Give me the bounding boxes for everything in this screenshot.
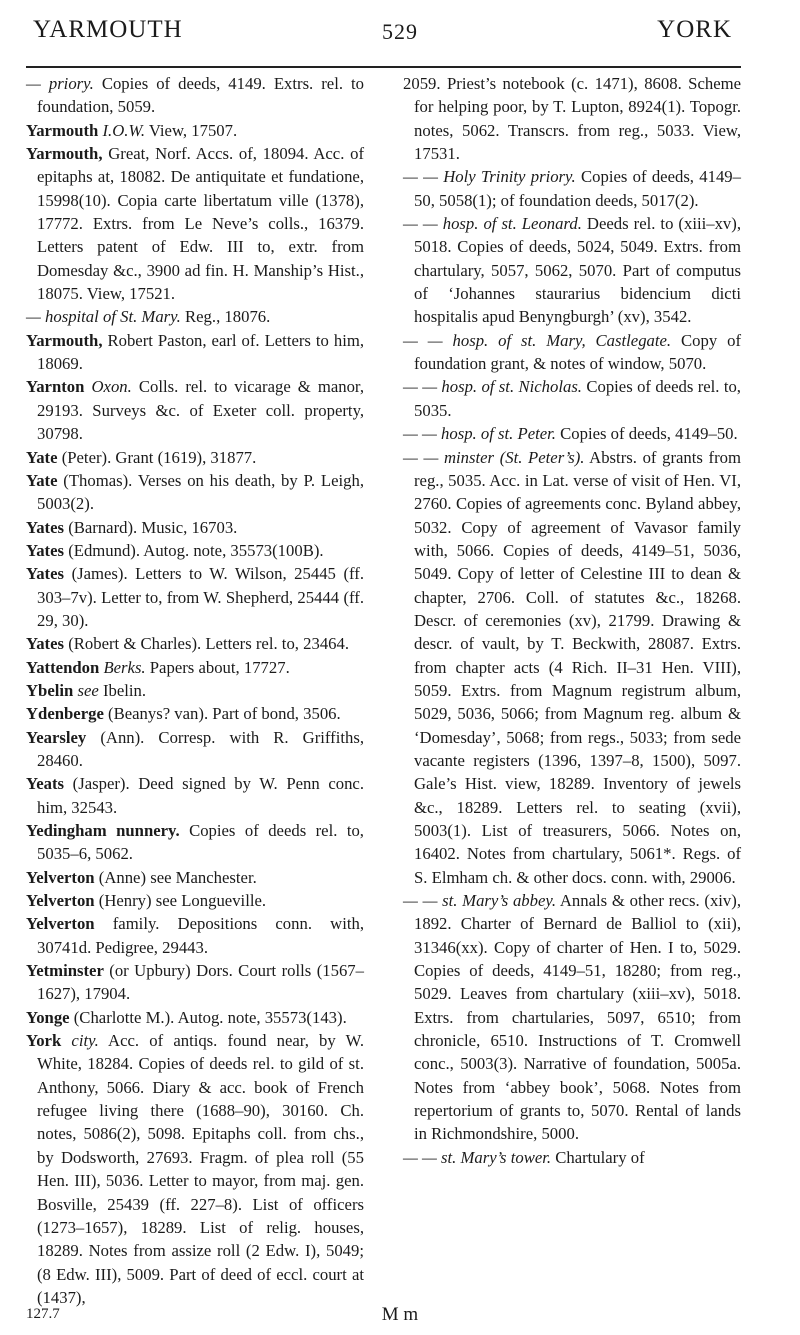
entry-subheading: — hospital of St. Mary. [26,307,181,327]
index-entry [26,819,364,866]
entry-text: Copies of deeds, 4149–50, 5058(1); of foundation deeds, 5017(2). [414,167,741,210]
entry-subheading: Berks. [99,657,146,677]
entry-text: 2059. Priest’s notebook (c. 1471), 8608. Scheme for helping poor, by T. Lupton, 8924(1). Topogr. notes, 5062. Transcrs. from reg., 5033. View, 17531. [403,74,741,164]
entry-subheading: — priory. [26,74,94,93]
signature-mark: M m [381,1304,419,1325]
index-entry [403,329,741,376]
entry-subheading: see [73,680,99,700]
entry-headword: Yarmouth [26,120,99,140]
entry-text: Annals & other recs. (xiv), 1892. Charter of Bernard de Balliol to (xii), 31346(xx). Copy of charter of Hen. I to, 5029. Copies of deeds, 4149–51, 18280; from reg., 5029. Leaves from chartulary (xiii–xv), 5018. Extrs. from chartularies, 5097, 6510; from chronicle, 6510. Instructions of T. Cromwell conc., 5003(3). Narrative of foundation, 5005a. Notes from ‘abbey book’, 5068. Notes from repertorium of grants to, 5070. Rental of lands in Richmondshire, 5000. [414,891,741,1144]
entry-headword: Yeats [26,774,65,794]
index-entry [26,772,364,819]
entry-headword: Yonge [26,1007,70,1027]
entry-subheading: — — st. Mary’s tower. [403,1147,552,1167]
entry-subheading: — — hosp. of st. Nicholas. [403,377,582,397]
index-entry [26,866,364,889]
index-entry [403,422,741,445]
header-rule [26,66,741,68]
entry-text: family. Depositions conn. with, 30741d. Pedigree, 29443. [37,914,364,957]
footer-code: 127.7 [26,1306,60,1322]
index-entry [26,562,364,632]
left-column [26,72,364,1309]
entry-text: Reg., 18076. [180,307,271,327]
entry-subheading: — — Holy Trinity priory. [403,167,576,187]
entry-text: Copies of deeds rel. to, 5035. [414,377,741,420]
page-footer [26,1304,774,1330]
entry-text: (Anne) see Manchester. [94,867,257,887]
index-entry [26,469,364,516]
entry-headword: York [26,1031,62,1051]
entry-headword: Yearsley [26,727,87,747]
entry-text: Copy of foundation grant, & notes of window, 5070. [414,330,742,374]
index-entry [26,1029,364,1309]
entry-headword: Yelverton [26,914,95,934]
index-entry [26,539,364,562]
index-entry [26,142,364,305]
index-entry [26,446,364,469]
index-entry [26,912,364,959]
entry-text: (Thomas). Verses on his death, by P. Leigh, 5003(2). [37,470,364,514]
entry-headword: Ydenberge [26,704,104,724]
entry-text: Copies of deeds rel. to, 5035–6, 5062. [37,821,364,864]
entry-text: Chartulary of [551,1147,645,1167]
entry-text: Copies of deeds, 4149–50. [555,424,738,444]
index-entry [403,212,741,329]
entry-text: View, 17507. [145,120,238,140]
entry-headword: Yattendon [26,657,100,677]
index-entry [26,632,364,655]
index-entry [26,656,364,679]
index-entry [26,1006,364,1029]
entry-headword: Yates [26,634,65,654]
index-entry [26,329,364,376]
entry-text: (James). Letters to W. Wilson, 25445 (ff. 303–7v). Letter to, from W. Shepherd, 25444 (ff. 29, 30). [37,564,364,630]
entry-headword: Yelverton [26,867,95,887]
index-entry [403,72,741,165]
entry-text: (Edmund). Autog. note, 35573(100B). [64,540,324,560]
entry-headword: Yetminster [26,961,104,981]
entry-subheading: — — minster (St. Peter’s). [403,447,585,467]
header-left-word: YARMOUTH [33,16,183,43]
entry-text: (Beanys? van). Part of bond, 3506. [103,704,341,724]
entry-subheading: — — hosp. of st. Mary, Castlegate. [403,330,672,350]
entry-headword: Yate [26,470,58,490]
entry-headword: Yates [26,517,65,537]
entry-headword: Yedingham nunnery. [26,821,180,840]
index-entry [26,959,364,1006]
entry-text: Abstrs. of grants from reg., 5035. Acc. in Lat. verse of visit of Hen. VI, 2760. Copies of agreements conc. Byland abbey, 5032. Copy of agreement of Vavasor family with, 5066. Copies of deeds, 4149–51, 5036, 5049. Copy of letter of Celestine III to dean & chapter, 2706. Coll. of statutes &c., 18268. Descr. of ceremonies (xv), 21799. Drawing & descr. of vault, by T. Beckwith, 28087. Extrs. from chapter acts (4 Rich. II–31 Hen. VIII), 5059. Extrs. from Magnum registrum album, 5029, 5036, 5066; from Magnum reg. album & ‘Domesday’, 5068; from regs., 5033; from sede vacante registers (1396, 1397–8, 1500), 5097. Gale’s Hist. view, 18289. Inventory of jewels &c., 18289. Letters rel. to seating (xvii), 5003(1). List of treasurers, 5066. Notes on, 16402. Notes from chartulary, 5061*. Regs. of S. Elmham ch. & other docs. conn. with, 29006. [414,447,741,887]
entry-text: Great, Norf. Accs. of, 18094. Acc. of epitaphs at, 18082. De antiquitate et fundatione, 15998(10). Copia carte libertatum ville (1378), 17772. Extrs. from Le Neve’s colls., 16379. Letters patent of Edw. III to, extr. from Domesday &c., 3900 ad fin. H. Manship’s Hist., 18075. View, 17521. [37,144,364,304]
entry-text: Papers about, 17727. [145,657,290,677]
entry-headword: Yate [26,447,58,467]
entry-headword: Yarmouth, [26,144,103,164]
entry-text: Acc. of antiqs. found near, by W. White, 18284. Copies of deeds rel. to gild of st. Anthony, 5066. Diary & acc. book of French refugee living there (1688–90), 30160. Ch. notes, 5086(2), 5098. Epitaphs coll. from chs., by Dodsworth, 27693. Fragm. of plea roll (55 Hen. III), 5036. Letter to mayor, from maj. gen. Bosville, 25439 (ff. 227–8). List of officers (1273–1657), 18289. List of relig. houses, 18289. Notes from assize roll (2 Edw. I), 5049; (8 Edw. III), 5009. Part of deed of eccl. court at (1437), [37,1031,364,1307]
index-entry [403,889,741,1146]
index-entry [26,72,364,119]
index-entry [403,375,741,422]
entry-text: Ibelin. [98,680,147,700]
index-entry [26,119,364,142]
entry-text: (Barnard). Music, 16703. [64,517,238,537]
index-entry [26,305,364,328]
entry-text: Deeds rel. to (xiii–xv), 5018. Copies of deeds, 5024, 5049. Extrs. from chartulary, 5057, 5062, 5070. Part of computus of ‘Johannes staurarius bidencium dicti hospitalis apud Benyngburgh’ (xv), 3542. [414,214,742,327]
right-column [403,72,741,1169]
entry-text: (Robert & Charles). Letters rel. to, 23464. [64,634,350,654]
index-entry [403,165,741,212]
entry-headword: Yelverton [26,891,95,911]
entry-headword: Yarnton [26,377,85,397]
entry-text: (Charlotte M.). Autog. note, 35573(143). [69,1007,347,1027]
page-number: 529 [382,19,418,44]
entry-headword: Yarmouth, [26,330,103,350]
entry-text: (Jasper). Deed signed by W. Penn conc. him, 32543. [37,774,364,817]
entry-text: (Peter). Grant (1619), 31877. [57,447,257,467]
index-entry [26,702,364,725]
entry-subheading: — — st. Mary’s abbey. [403,891,557,911]
index-entry [403,1146,741,1169]
entry-subheading: Oxon. [84,377,132,397]
index-entry [26,516,364,539]
index-entry [26,889,364,912]
entry-subheading: city. [61,1031,99,1051]
index-entry [26,726,364,773]
index-entry [26,679,364,702]
index-entry [26,375,364,445]
entry-subheading: — — hosp. of st. Peter. [403,424,556,444]
entry-text: Colls. rel. to vicarage & manor, 29193. Surveys &c. of Exeter coll. property, 30798. [37,377,364,444]
entry-headword: Yates [26,564,65,584]
index-entry [403,446,741,890]
entry-text: Robert Paston, earl of. Letters to him, 18069. [37,330,364,374]
entry-text: (or Upbury) Dors. Court rolls (1567–1627), 17904. [37,961,364,1004]
entry-subheading: — — hosp. of st. Leonard. [403,214,582,234]
entry-subheading: I.O.W. [98,120,145,140]
running-header [26,16,774,58]
header-right-word: YORK [657,16,732,43]
entry-headword: Ybelin [26,680,74,700]
entry-headword: Yates [26,540,65,560]
entry-text: Copies of deeds, 4149. Extrs. rel. to foundation, 5059. [37,74,365,117]
entry-text: (Ann). Corresp. with R. Griffiths, 28460. [37,727,364,770]
entry-text: (Henry) see Longueville. [94,891,267,911]
